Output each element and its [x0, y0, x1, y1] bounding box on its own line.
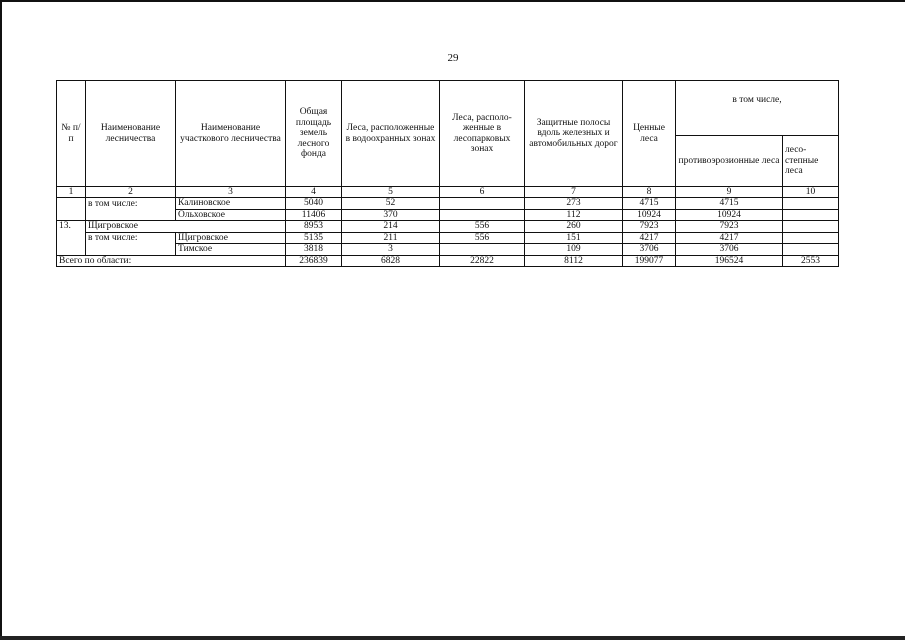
row-forestry: Щигровское	[86, 221, 286, 232]
header-num: № п/п	[57, 81, 86, 187]
column-number: 9	[676, 187, 783, 198]
row-water-zones: 211	[342, 232, 440, 243]
row-steppe-forests	[783, 244, 839, 255]
row-park-zones: 556	[440, 221, 525, 232]
total-area: 236839	[286, 255, 342, 266]
table-row	[57, 198, 839, 209]
row-protective-strips: 273	[525, 198, 623, 209]
row-water-zones: 214	[342, 221, 440, 232]
total-steppe-forests: 2553	[783, 255, 839, 266]
row-num: 13.	[57, 221, 86, 255]
row-water-zones: 3	[342, 244, 440, 255]
header-row-1	[57, 81, 839, 136]
total-valuable-forests: 199077	[623, 255, 676, 266]
row-protective-strips: 112	[525, 209, 623, 220]
row-protective-strips: 109	[525, 244, 623, 255]
row-valuable-forests: 10924	[623, 209, 676, 220]
table-row	[57, 232, 839, 243]
row-total-area: 8953	[286, 221, 342, 232]
row-erosion-forests: 4217	[676, 232, 783, 243]
page-number: 29	[447, 52, 459, 64]
row-steppe-forests	[783, 232, 839, 243]
total-protective-strips: 8112	[525, 255, 623, 266]
row-valuable-forests: 3706	[623, 244, 676, 255]
column-number: 5	[342, 187, 440, 198]
row-district: Тимское	[176, 244, 286, 255]
header-district: Наименование участкового лесничества	[176, 81, 286, 187]
header-forestry: Наименование лесничества	[86, 81, 176, 187]
row-park-zones: 556	[440, 232, 525, 243]
scan-border-top	[0, 0, 905, 2]
row-forestry: в том числе:	[86, 232, 176, 243]
row-total-area: 5135	[286, 232, 342, 243]
column-number: 2	[86, 187, 176, 198]
total-park-zones: 22822	[440, 255, 525, 266]
column-number: 6	[440, 187, 525, 198]
row-district: Щигровское	[176, 232, 286, 243]
header-water-zones: Леса, расположенные в водоохранных зонах	[342, 81, 440, 187]
column-number: 4	[286, 187, 342, 198]
row-erosion-forests: 7923	[676, 221, 783, 232]
row-park-zones	[440, 209, 525, 220]
row-district: Калиновское	[176, 198, 286, 209]
column-number: 8	[623, 187, 676, 198]
column-number: 3	[176, 187, 286, 198]
row-protective-strips: 260	[525, 221, 623, 232]
header-protective-strips: Защитные полосы вдоль железных и автомобильных дорог	[525, 81, 623, 187]
total-row	[57, 255, 839, 266]
row-erosion-forests: 10924	[676, 209, 783, 220]
scan-border-left	[0, 0, 2, 640]
row-forestry	[86, 244, 176, 255]
row-steppe-forests	[783, 209, 839, 220]
row-num	[57, 198, 86, 221]
row-erosion-forests: 3706	[676, 244, 783, 255]
row-total-area: 5040	[286, 198, 342, 209]
column-number: 10	[783, 187, 839, 198]
table-row	[57, 209, 839, 220]
row-total-area: 11406	[286, 209, 342, 220]
table-row	[57, 221, 839, 232]
total-erosion-forests: 196524	[676, 255, 783, 266]
row-forestry: в том числе:	[86, 198, 176, 209]
column-number: 7	[525, 187, 623, 198]
row-district: Ольховское	[176, 209, 286, 220]
row-erosion-forests: 4715	[676, 198, 783, 209]
header-total-area: Общая площадь земель лесного фонда	[286, 81, 342, 187]
column-number: 1	[57, 187, 86, 198]
table-row	[57, 244, 839, 255]
scan-border-bottom	[0, 636, 905, 640]
header-park-zones: Леса, располо-женные в лесопарковых зонах	[440, 81, 525, 187]
column-number-row	[57, 187, 839, 198]
header-valuable-forests: Ценные леса	[623, 81, 676, 187]
row-water-zones: 370	[342, 209, 440, 220]
row-protective-strips: 151	[525, 232, 623, 243]
row-water-zones: 52	[342, 198, 440, 209]
total-water-zones: 6828	[342, 255, 440, 266]
row-park-zones	[440, 244, 525, 255]
header-steppe-forests: лесо-степные леса	[783, 136, 839, 187]
row-steppe-forests	[783, 198, 839, 209]
row-total-area: 3818	[286, 244, 342, 255]
row-valuable-forests: 4715	[623, 198, 676, 209]
header-including: в том числе,	[676, 81, 839, 136]
row-forestry	[86, 209, 176, 220]
forest-area-table	[56, 80, 839, 267]
header-erosion-forests: противоэрозионные леса	[676, 136, 783, 187]
row-steppe-forests	[783, 221, 839, 232]
row-valuable-forests: 7923	[623, 221, 676, 232]
row-valuable-forests: 4217	[623, 232, 676, 243]
total-label: Всего по области:	[57, 255, 286, 266]
row-park-zones	[440, 198, 525, 209]
